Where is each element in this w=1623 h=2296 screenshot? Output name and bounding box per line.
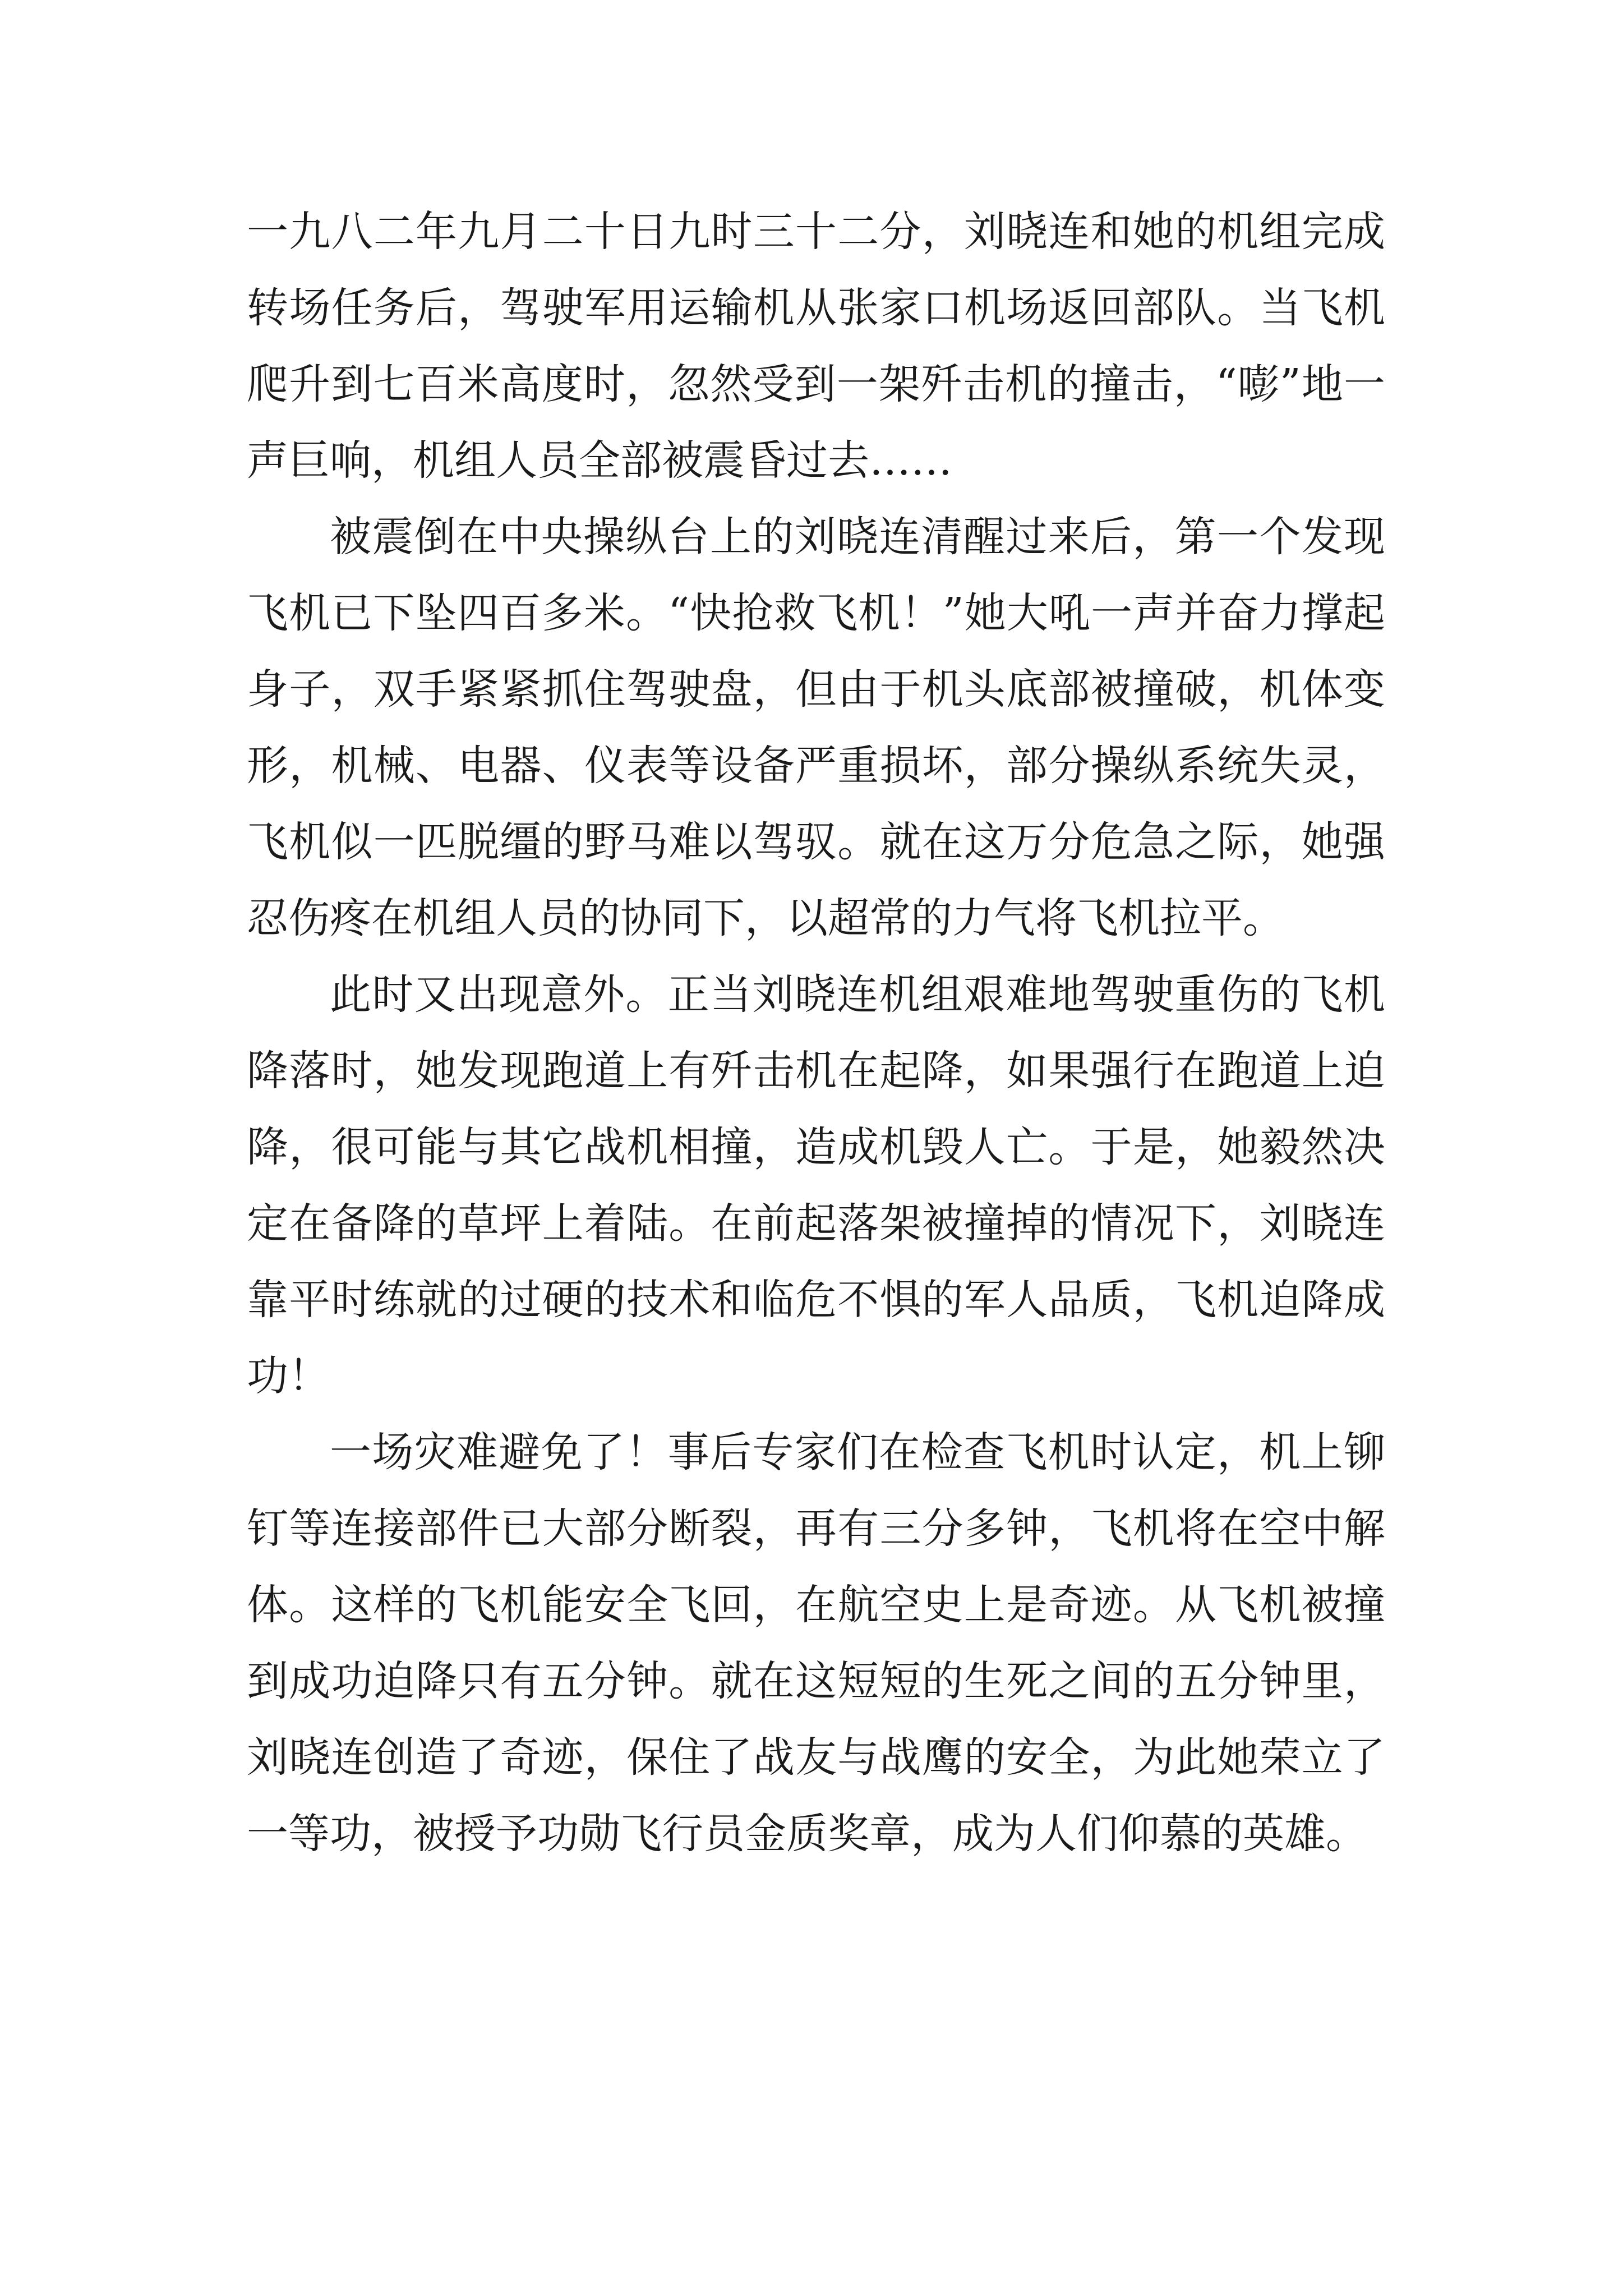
article-body (247, 194, 1385, 1872)
paragraph-1: 一九八二年九月二十日九时三十二分，刘晓连和她的机组完成转场任务后，驾驶军用运输机从张家口机场返回部队。当飞机爬升到七百米高度时，忽然受到一架歼击机的撞击，“嘭”地一声巨响，机组人员全部被震昏过去…… (247, 208, 1385, 485)
paragraph-2: 被震倒在中央操纵台上的刘晓连清醒过来后，第一个发现飞机已下坠四百多米。“快抢救飞机！”她大吼一声并奋力撑起身子，双手紧紧抓住驾驶盘，但由于机头底部被撞破，机体变形，机械、电器、仪表等设备严重损坏，部分操纵系统失灵，飞机似一匹脱缰的野马难以驾驭。就在这万分危急之际，她强忍伤疼在机组人员的协同下，以超常的力气将飞机拉平。 (247, 513, 1385, 942)
paragraph-4: 一场灾难避免了！事后专家们在检查飞机时认定，机上铆钉等连接部件已大部分断裂，再有三分多钟，飞机将在空中解体。这样的飞机能安全飞回，在航空史上是奇迹。从飞机被撞到成功迫降只有五分钟。就在这短短的生死之间的五分钟里，刘晓连创造了奇迹，保住了战友与战鹰的安全，为此她荣立了一等功，被授予功勋飞行员金质奖章，成为人们仰慕的英雄。 (247, 1428, 1385, 1858)
paragraph-3: 此时又出现意外。正当刘晓连机组艰难地驾驶重伤的飞机降落时，她发现跑道上有歼击机在起降，如果强行在跑道上迫降，很可能与其它战机相撞，造成机毁人亡。于是，她毅然决定在备降的草坪上着陆。在前起落架被撞掉的情况下，刘晓连靠平时练就的过硬的技术和临危不惧的军人品质，飞机迫降成功！ (247, 970, 1385, 1400)
